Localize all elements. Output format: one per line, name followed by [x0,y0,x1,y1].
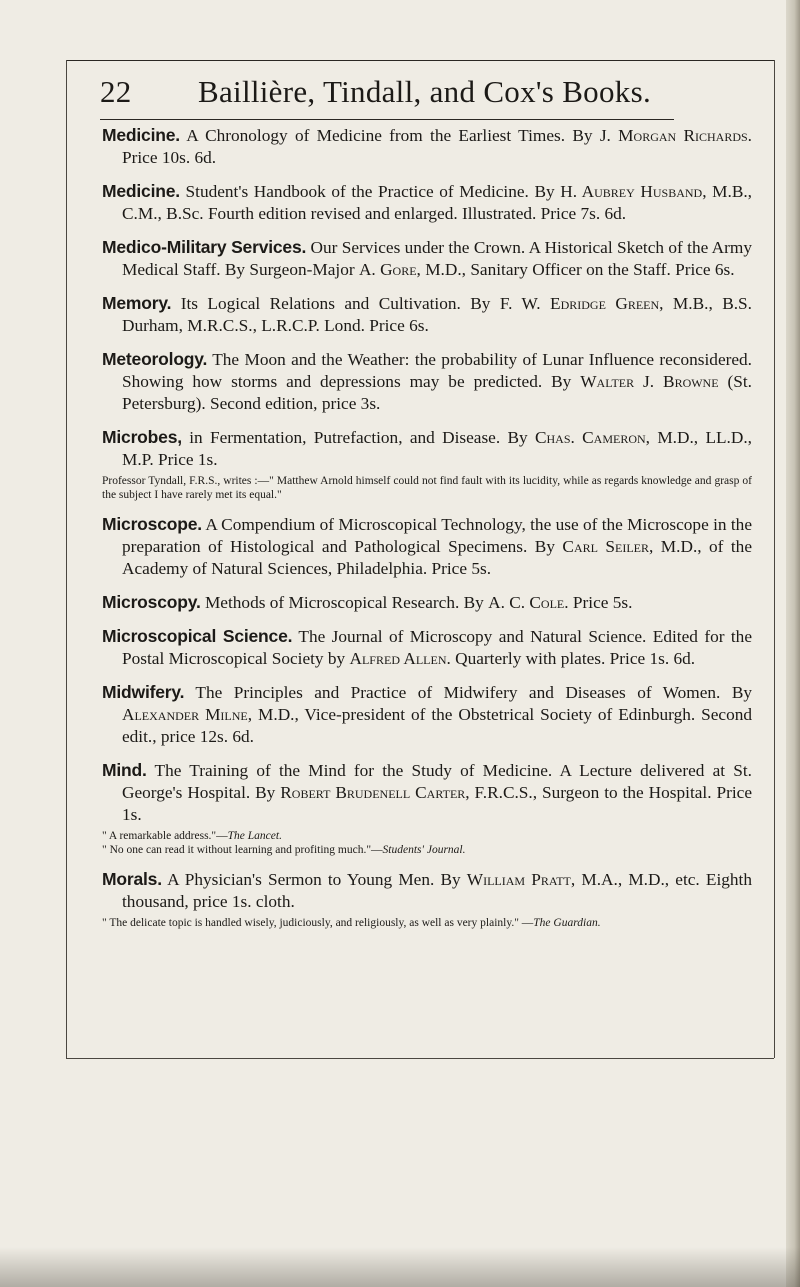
entry-heading: Medicine. [102,125,180,145]
catalogue-entry [102,513,752,580]
entry-price: M.B., C.M., B.Sc. Fourth edition revised and enlarged. Illustrated. Price 7s. 6d. [122,182,752,223]
entry-text: A Compendium of Microscopical Technology, the use of the Microscope in the preparation of Histological and Pathological Specimens. By [122,515,752,556]
catalogue-entry [102,292,752,337]
entry-price: M.A., M.D., etc. Eighth thousand, price 1s. cloth. [122,870,752,911]
page-shadow [0,1247,800,1287]
review-quote [102,843,752,857]
entry-text: The Moon and the Weather: the probability of Lunar Influence reconsidered. Showing how storms and depressions may be predicted. By [122,350,752,391]
entry-price: M.D., of the Academy of Natural Sciences, Philadelphia. Price 5s. [122,537,752,578]
entry-author: Alexander Milne, [122,705,253,724]
entry-heading: Meteorology. [102,349,208,369]
entry-heading: Mind. [102,760,147,780]
catalogue-entry [102,426,752,502]
quote-text: " A remarkable address."— [102,830,228,842]
entry-price: Price 10s. 6d. [122,148,217,167]
entry-heading: Microscopy. [102,592,201,612]
catalogue-entry [102,868,752,930]
entry-text: The Training of the Mind for the Study of Medicine. A Lecture delivered at St. George's Hospital. By [122,761,752,802]
entry-heading: Memory. [102,293,172,313]
entry-price: M.D., Vice-president of the Obstetrical Society of Edinburgh. Second edit., price 12s. 6d. [122,705,753,746]
entry-text: A Physician's Sermon to Young Men. By [161,870,467,889]
frame-left-rule [66,60,67,1058]
review-quote: Professor Tyndall, F.R.S., writes :—" Matthew Arnold himself could not find fault with its lucidity, while as regards knowledge and grasp of the subject I have rarely met its equal." [102,475,752,501]
entry-text: The Principles and Practice of Midwifery and Diseases of Women. By [184,683,752,702]
entry-heading: Medico-Military Services. [102,237,307,257]
entry-author: Walter J. Browne [580,372,719,391]
entry-heading: Medicine. [102,181,180,201]
entry-price: M.D., LL.D., M.P. Price 1s. [122,428,752,469]
page-edge [786,0,800,1287]
review-quote [102,916,752,930]
quote-source: The Guardian. [533,917,601,929]
entry-author: A. Gore, [358,260,421,279]
frame-right-rule [774,60,775,1058]
entry-text: Our Services under the Crown. A Historical Sketch of the Army Medical Staff. By Surgeon-Major [122,238,752,279]
frame-top-rule [66,60,774,61]
entry-author: Robert Brudenell Carter, [280,783,470,802]
catalogue-entry [102,180,752,225]
catalogue-entry [102,591,752,614]
catalogue-entry [102,759,752,857]
entry-author: Chas. Cameron, [534,428,650,447]
entry-text: in Fermentation, Putrefaction, and Disease. By [181,428,535,447]
entry-heading: Microscopical Science. [102,626,293,646]
entry-author: Carl Seiler, [562,537,654,556]
entry-text: The Journal of Microscopy and Natural Science. Edited for the Postal Microscopical Society by [122,627,752,668]
entry-author: William Pratt, [466,870,576,889]
quote-text: " No one can read it without learning and profiting much."— [102,844,383,856]
catalogue-entry [102,681,752,748]
entry-text: A Chronology of Medicine from the Earliest Times. By [179,126,600,145]
entry-author: J. Morgan Richards. [599,126,752,145]
entry-price: F.R.C.S., Surgeon to the Hospital. Price 1s. [122,783,752,824]
entry-price: Price 5s. [568,593,633,612]
catalogue-entries [102,124,752,941]
entry-author: A. C. Cole. [488,593,569,612]
running-title: Baillière, Tindall, and Cox's Books. [198,74,651,109]
catalogue-entry [102,124,752,169]
quote-text: " The delicate topic is handled wisely, judiciously, and religiously, as well as very plainly." — [102,917,534,929]
entry-heading: Morals. [102,869,162,889]
entry-price: (St. Petersburg). Second edition, price 3s. [122,372,752,413]
entry-price: M.D., Sanitary Officer on the Staff. Price 6s. [420,260,735,279]
page-number: 22 [100,74,132,109]
frame-bottom-rule [66,1058,774,1059]
entry-text: Methods of Microscopical Research. By [200,593,489,612]
entry-text: Student's Handbook of the Practice of Medicine. By [179,182,561,201]
quote-source: Students' Journal. [382,844,466,856]
entry-author: F. W. Edridge Green, [499,294,664,313]
entry-price: M.B., B.S. Durham, M.R.C.S., L.R.C.P. Lond. Price 6s. [122,294,752,335]
entry-heading: Midwifery. [102,682,185,702]
entry-price: Quarterly with plates. Price 1s. 6d. [450,649,696,668]
catalogue-entry [102,348,752,415]
running-header [100,72,760,116]
entry-author: Alfred Allen. [349,649,451,668]
entry-heading: Microbes, [102,427,182,447]
entry-author: H. Aubrey Husband, [560,182,707,201]
header-rule [100,119,674,120]
entry-text: Its Logical Relations and Cultivation. By [171,294,500,313]
quote-source: The Lancet. [227,830,282,842]
catalogue-entry [102,625,752,670]
entry-heading: Microscope. [102,514,202,534]
catalogue-entry [102,236,752,281]
review-quote [102,829,752,843]
